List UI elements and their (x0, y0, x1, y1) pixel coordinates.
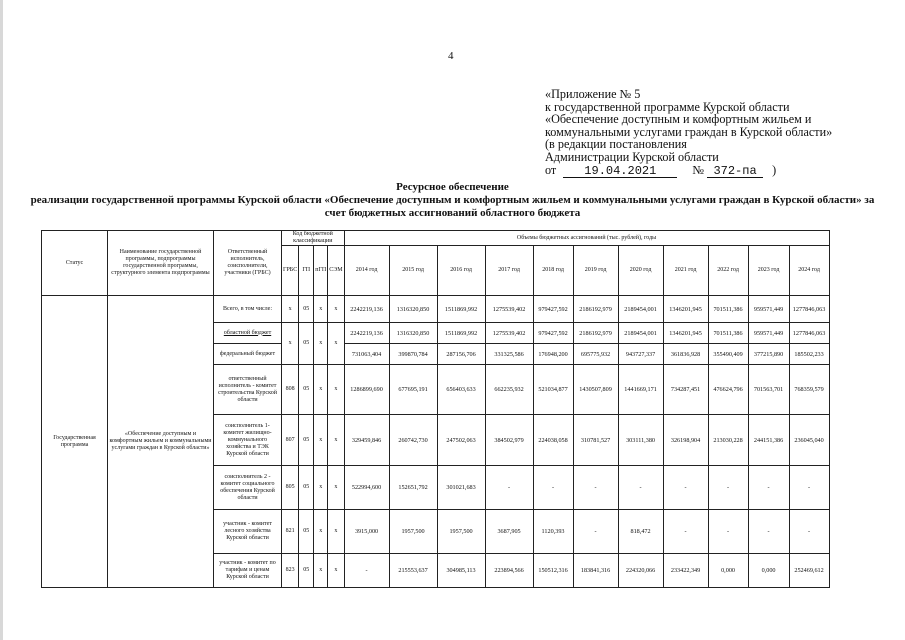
value-cell: 1346201,945 (663, 323, 708, 344)
value-cell: 2242219,136 (344, 323, 389, 344)
value-cell: 224320,066 (618, 554, 663, 588)
value-cell: 0,000 (748, 554, 789, 588)
header-year: 2014 год (344, 246, 389, 296)
value-cell: 244151,386 (748, 415, 789, 466)
header-year: 2016 год (437, 246, 485, 296)
value-cell: - (618, 466, 663, 510)
value-cell: 1430507,809 (573, 365, 618, 415)
value-cell: - (748, 510, 789, 554)
code-cell: 05 (299, 323, 314, 365)
value-cell: 662235,932 (485, 365, 533, 415)
value-cell: - (663, 466, 708, 510)
value-cell: 1316320,850 (389, 323, 437, 344)
value-cell: - (663, 510, 708, 554)
value-cell: 1441669,171 (618, 365, 663, 415)
resource-table (41, 230, 830, 588)
value-cell: 768359,579 (789, 365, 829, 415)
value-cell: 701511,386 (708, 296, 748, 323)
value-cell: 476624,796 (708, 365, 748, 415)
value-cell: - (344, 554, 389, 588)
code-cell: х (328, 296, 344, 323)
code-cell: х (328, 510, 344, 554)
value-cell: 331325,586 (485, 344, 533, 365)
header-year: 2019 год (573, 246, 618, 296)
value-cell: 2242219,136 (344, 296, 389, 323)
value-cell: 1957,500 (437, 510, 485, 554)
value-cell: 247502,063 (437, 415, 485, 466)
value-cell: 304985,113 (437, 554, 485, 588)
appendix-line: коммунальными услугами граждан в Курской области» (545, 124, 833, 139)
resolution-date-line (545, 164, 885, 178)
header-year: 2018 год (533, 246, 573, 296)
code-cell: 808 (282, 365, 299, 415)
value-cell: 252469,612 (789, 554, 829, 588)
value-cell: 695775,932 (573, 344, 618, 365)
value-cell: 301021,683 (437, 466, 485, 510)
value-cell: 233422,349 (663, 554, 708, 588)
value-cell: 1316320,850 (389, 296, 437, 323)
header-gp: ГП (299, 246, 314, 296)
from-label: от (545, 162, 557, 177)
value-cell: 1275539,402 (485, 296, 533, 323)
value-cell: 213030,228 (708, 415, 748, 466)
value-cell: - (789, 466, 829, 510)
number-label: № (692, 162, 704, 177)
scan-edge (0, 0, 3, 640)
value-cell: 943727,337 (618, 344, 663, 365)
value-cell: - (748, 466, 789, 510)
value-cell: - (789, 510, 829, 554)
code-cell: 821 (282, 510, 299, 554)
header-year: 2021 год (663, 246, 708, 296)
value-cell: 384502,979 (485, 415, 533, 466)
value-cell: 1277846,063 (789, 323, 829, 344)
value-cell: - (573, 466, 618, 510)
value-cell: 1957,500 (389, 510, 437, 554)
value-cell: 399870,784 (389, 344, 437, 365)
value-cell: 355490,409 (708, 344, 748, 365)
header-budget-code: Код бюджетной классификации (282, 231, 345, 246)
header-year: 2015 год (389, 246, 437, 296)
value-cell: 979427,592 (533, 296, 573, 323)
code-cell: 05 (299, 415, 314, 466)
header-year: 2023 год (748, 246, 789, 296)
value-cell: 2186192,979 (573, 323, 618, 344)
executor-cell: соисполнитель 2 - комитет социального обеспечения Курской области (214, 466, 282, 510)
executor-cell: областной бюджет (214, 323, 282, 344)
value-cell: 1277846,063 (789, 296, 829, 323)
header-grbs: ГРБС (282, 246, 299, 296)
code-cell: х (314, 466, 328, 510)
value-cell: 521034,877 (533, 365, 573, 415)
code-cell: 807 (282, 415, 299, 466)
value-cell: 215553,637 (389, 554, 437, 588)
value-cell: 701511,386 (708, 323, 748, 344)
value-cell: 959571,449 (748, 323, 789, 344)
code-cell: 05 (299, 466, 314, 510)
resolution-number: 372-па (707, 166, 763, 178)
value-cell: 236045,040 (789, 415, 829, 466)
executor-cell: участник - комитет лесного хозяйства Курской области (214, 510, 282, 554)
executor-cell: участник - комитет по тарифам и ценам Курской области (214, 554, 282, 588)
appendix-header (545, 88, 885, 178)
code-cell: 05 (299, 510, 314, 554)
value-cell: 0,000 (708, 554, 748, 588)
value-cell: 734287,451 (663, 365, 708, 415)
code-cell: х (328, 323, 344, 365)
header-sem: СЭМ (328, 246, 344, 296)
value-cell: 326198,904 (663, 415, 708, 466)
code-cell: х (282, 323, 299, 365)
value-cell: - (708, 510, 748, 554)
value-cell: 1346201,945 (663, 296, 708, 323)
value-cell: 223894,566 (485, 554, 533, 588)
header-name: Наименование государственной программы, подпрограммы государственной программы, структурного элемента подпрограммы (108, 231, 214, 296)
value-cell: 260742,730 (389, 415, 437, 466)
resolution-date: 19.04.2021 (563, 166, 677, 178)
code-cell: 05 (299, 365, 314, 415)
document-subtitle: реализации государственной программы Курской области «Обеспечение доступным и комфортным жильем и коммунальными услугами граждан в Курской области» за счет бюджетных ассигнований областного бюджета (30, 194, 875, 219)
value-cell: 183841,316 (573, 554, 618, 588)
value-cell: 2186192,979 (573, 296, 618, 323)
executor-cell: федеральный бюджет (214, 344, 282, 365)
header-volumes: Объемы бюджетных ассигнований (тыс. рублей), годы (344, 231, 829, 246)
status-cell: Государственная программа (42, 296, 108, 588)
close-paren: ) (772, 162, 777, 177)
code-cell: х (314, 415, 328, 466)
code-cell: х (328, 554, 344, 588)
value-cell: - (533, 466, 573, 510)
document-title: Ресурсное обеспечение (396, 181, 509, 193)
value-cell: 1120,393 (533, 510, 573, 554)
value-cell: 677695,191 (389, 365, 437, 415)
code-cell: х (314, 365, 328, 415)
header-pgp: пГП (314, 246, 328, 296)
value-cell: 361836,928 (663, 344, 708, 365)
header-executor: Ответственный исполнитель, соисполнители, участники (ГРБС) (214, 231, 282, 296)
code-cell: 805 (282, 466, 299, 510)
code-cell: х (314, 554, 328, 588)
value-cell: 3687,905 (485, 510, 533, 554)
executor-cell: соисполнитель 1- комитет жилищно-коммунального хозяйства и ТЭК Курской области (214, 415, 282, 466)
value-cell: 818,472 (618, 510, 663, 554)
code-cell: х (282, 296, 299, 323)
value-cell: 1511869,992 (437, 323, 485, 344)
page-number: 4 (448, 50, 454, 62)
code-cell: 05 (299, 554, 314, 588)
value-cell: 2189454,001 (618, 323, 663, 344)
value-cell: 1511869,992 (437, 296, 485, 323)
appendix-line: «Обеспечение доступным и комфортным жильем и (545, 112, 812, 127)
value-cell: 224038,058 (533, 415, 573, 466)
code-cell: 05 (299, 296, 314, 323)
value-cell: 150512,316 (533, 554, 573, 588)
value-cell: - (573, 510, 618, 554)
value-cell: 310781,527 (573, 415, 618, 466)
appendix-line: Администрации Курской области (545, 149, 719, 164)
appendix-line: «Приложение № 5 (545, 87, 641, 101)
header-year: 2022 год (708, 246, 748, 296)
value-cell: 959571,449 (748, 296, 789, 323)
code-cell: х (328, 466, 344, 510)
code-cell: х (328, 415, 344, 466)
program-name-cell: «Обеспечение доступным и комфортным жильем и коммунальными услугами граждан в Курской области» (108, 296, 214, 588)
value-cell: 979427,592 (533, 323, 573, 344)
value-cell: 2189454,001 (618, 296, 663, 323)
value-cell: 656403,633 (437, 365, 485, 415)
header-status: Статус (42, 231, 108, 296)
code-cell: х (314, 296, 328, 323)
header-year: 2024 год (789, 246, 829, 296)
code-cell: 823 (282, 554, 299, 588)
code-cell: х (314, 510, 328, 554)
value-cell: 1275539,402 (485, 323, 533, 344)
value-cell: - (485, 466, 533, 510)
value-cell: 1286899,690 (344, 365, 389, 415)
value-cell: - (708, 466, 748, 510)
value-cell: 329459,846 (344, 415, 389, 466)
value-cell: 377215,890 (748, 344, 789, 365)
header-year: 2020 год (618, 246, 663, 296)
value-cell: 185502,233 (789, 344, 829, 365)
appendix-line: к государственной программе Курской области (545, 99, 790, 114)
appendix-line: (в редакции постановления (545, 137, 687, 152)
value-cell: 303111,380 (618, 415, 663, 466)
value-cell: 522994,600 (344, 466, 389, 510)
value-cell: 152651,792 (389, 466, 437, 510)
code-cell: х (328, 365, 344, 415)
value-cell: 176948,200 (533, 344, 573, 365)
value-cell: 287156,706 (437, 344, 485, 365)
value-cell: 731063,404 (344, 344, 389, 365)
table-row (42, 296, 830, 323)
executor-cell: Всего, в том числе: (214, 296, 282, 323)
value-cell: 3915,000 (344, 510, 389, 554)
code-cell: х (314, 323, 328, 365)
value-cell: 701563,701 (748, 365, 789, 415)
header-year: 2017 год (485, 246, 533, 296)
executor-cell: ответственный исполнитель - комитет строительства Курской области (214, 365, 282, 415)
